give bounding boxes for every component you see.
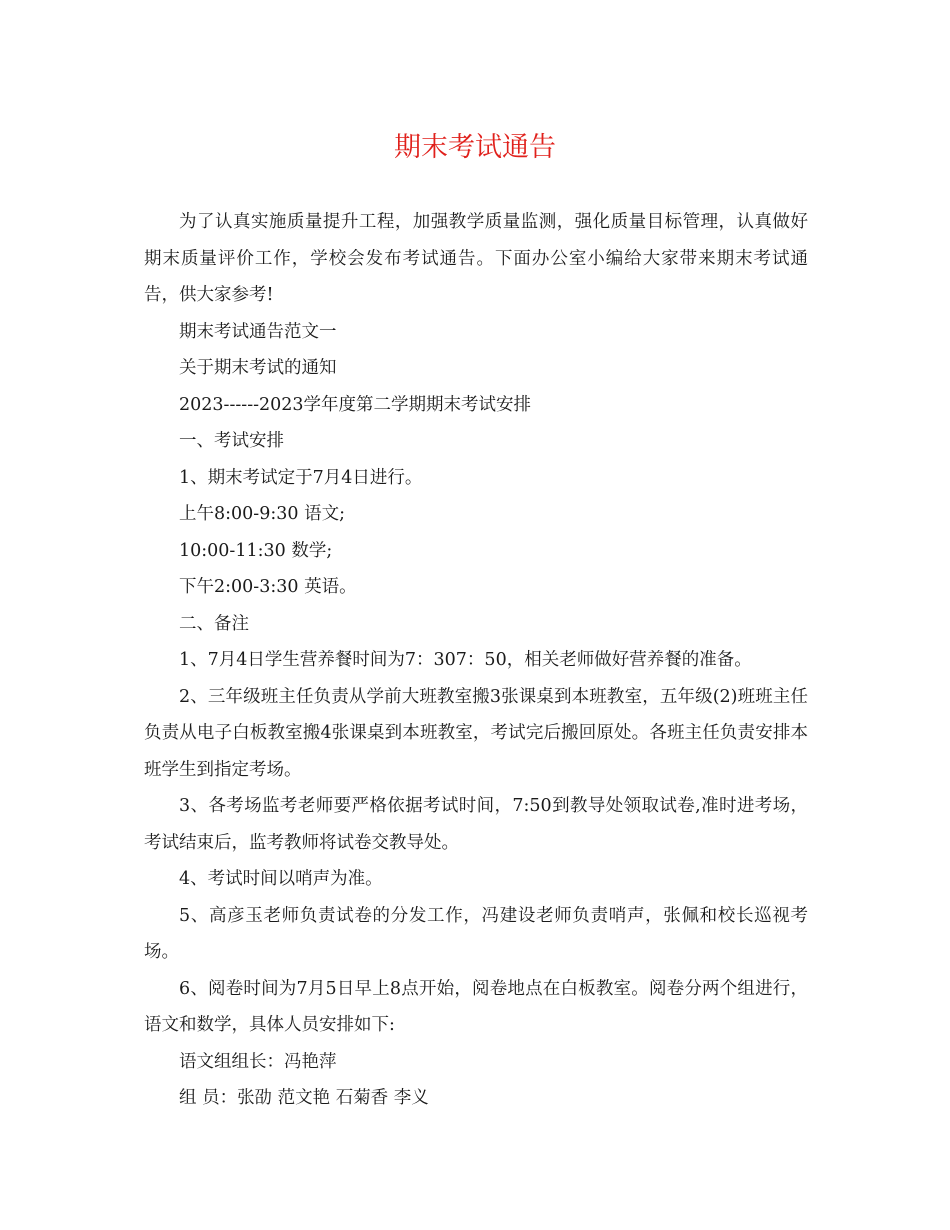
paragraph-group-members: 组 员：张劭 范文艳 石菊香 李义 — [179, 1088, 429, 1108]
paragraph-chinese-group-leader: 语文组组长：冯艳萍 — [179, 1051, 337, 1072]
paragraph-note-6: 6、阅卷时间为7月5日早上8点开始，阅卷地点在白板教室。阅卷分两个组进行，语文和数学，具体人员安排如下: — [144, 978, 808, 1035]
paragraph-note-4: 4、考试时间以哨声为准。 — [179, 869, 383, 889]
paragraph-intro: 为了认真实施质量提升工程，加强教学质量监测，强化质量目标管理，认真做好期末质量评价工作，学校会发布考试通告。下面办公室小编给大家带来期末考试通告，供大家参考! — [144, 212, 808, 305]
document-body — [144, 204, 808, 1117]
paragraph-schedule-english: 下午2:00-3:30 英语。 — [179, 577, 357, 597]
paragraph-notice-title: 关于期末考试的通知 — [179, 358, 337, 378]
paragraph-note-5: 5、高彦玉老师负责试卷的分发工作，冯建设老师负责哨声，张佩和校长巡视考场。 — [144, 905, 808, 962]
paragraph-exam-date: 1、期末考试定于7月4日进行。 — [179, 467, 423, 488]
paragraph-section-one: 一、考试安排 — [179, 431, 284, 451]
paragraph-note-2: 2、三年级班主任负责从学前大班教室搬3张课桌到本班教室，五年级(2)班班主任负责从电子白板教室搬4张课桌到本班教室，考试完后搬回原处。各班主任负责安排本班学生到指定考场。 — [144, 686, 808, 780]
paragraph-section-two: 二、备注 — [179, 613, 249, 634]
paragraph-term-arrangement: 2023------2023学年度第二学期期末考试安排 — [179, 394, 532, 415]
paragraph-sample-heading: 期末考试通告范文一 — [179, 321, 337, 342]
paragraph-schedule-chinese: 上午8:00-9:30 语文; — [179, 504, 345, 524]
paragraph-note-3: 3、各考场监考老师要严格依据考试时间，7:50到教导处领取试卷,准时进考场，考试结束后，监考教师将试卷交教导处。 — [144, 796, 808, 853]
paragraph-note-1: 1、7月4日学生营养餐时间为7：307：50，相关老师做好营养餐的准备。 — [179, 650, 752, 670]
paragraph-schedule-math: 10:00-11:30 数学; — [179, 540, 333, 561]
document-title: 期末考试通告 — [394, 132, 556, 163]
